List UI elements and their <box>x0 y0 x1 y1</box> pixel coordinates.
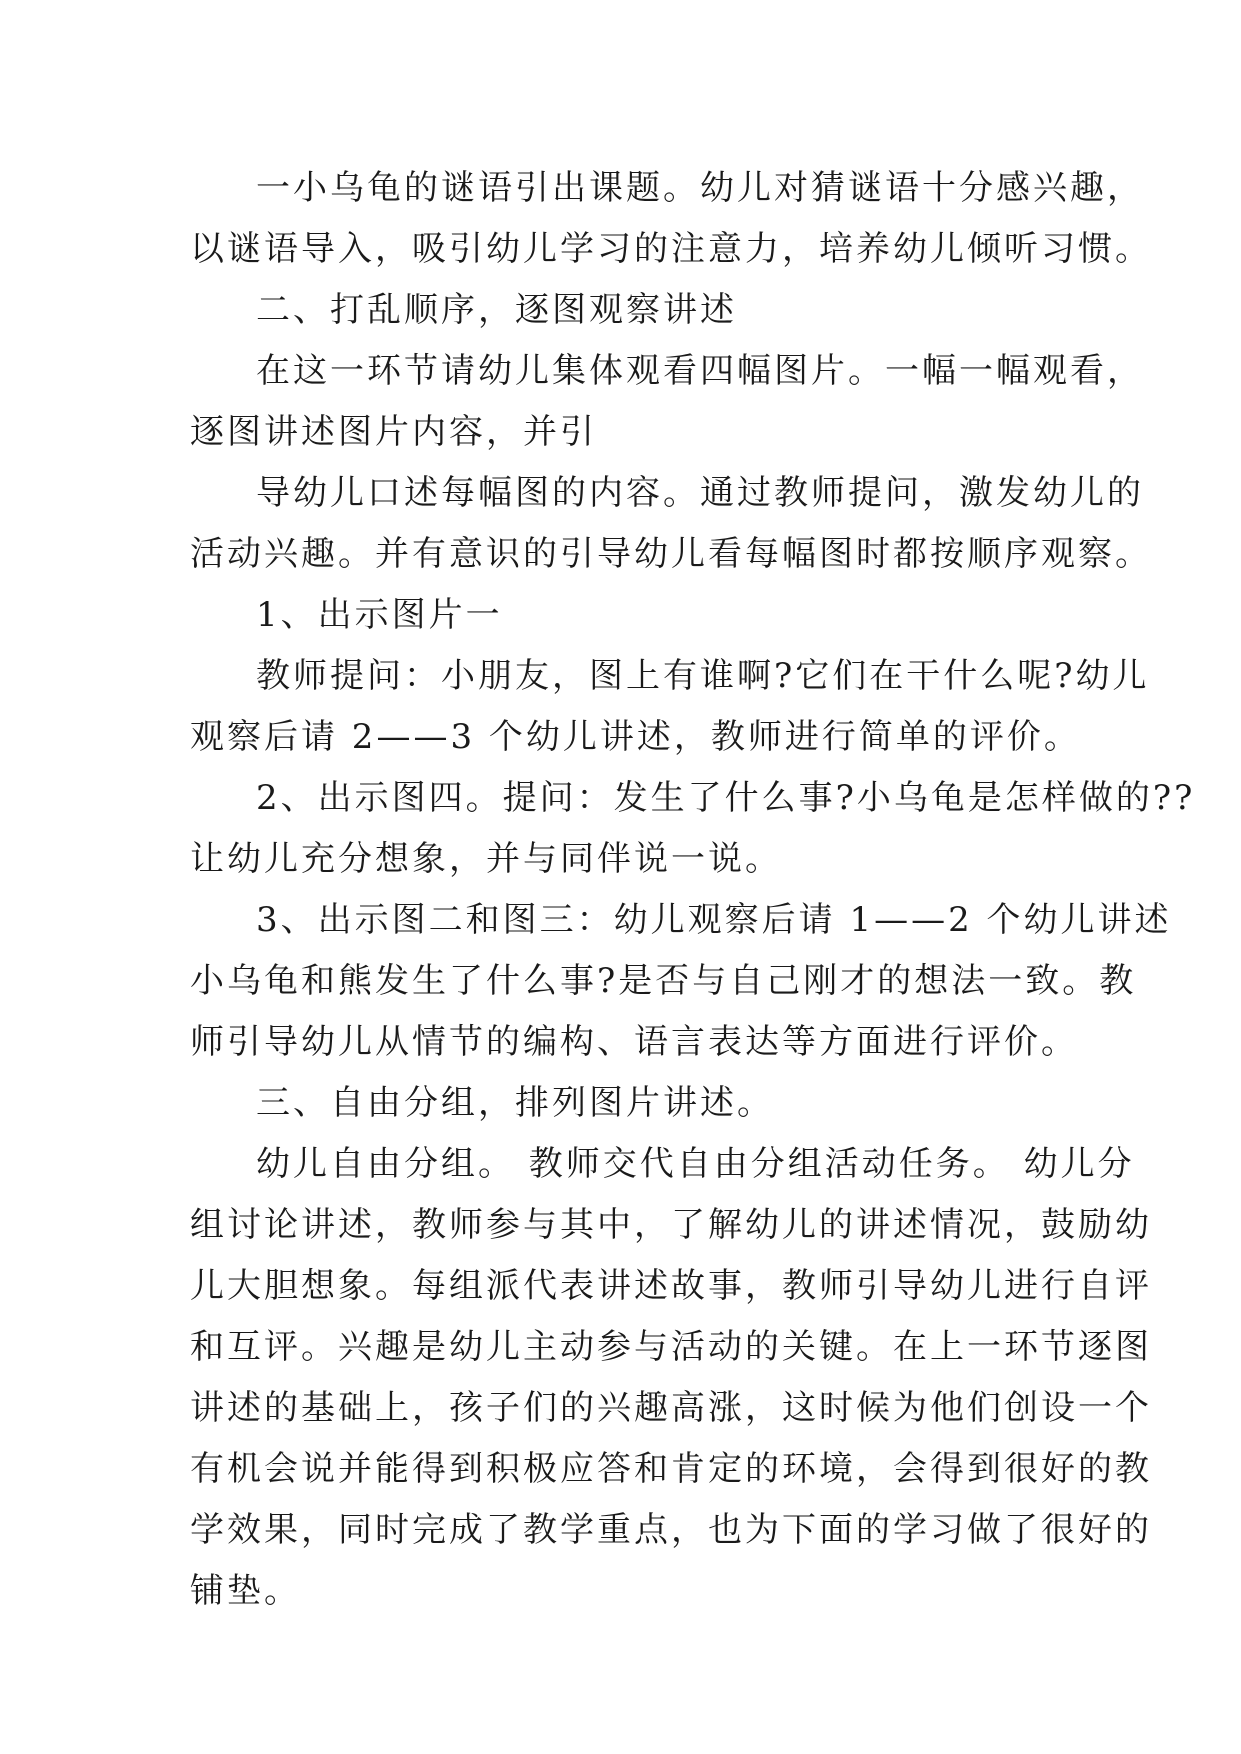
paragraph-line: 以谜语导入，吸引幼儿学习的注意力，培养幼儿倾听习惯。 <box>190 229 1152 269</box>
paragraph-line: 活动兴趣。并有意识的引导幼儿看每幅图时都按顺序观察。 <box>190 534 1152 574</box>
paragraph-line: 师引导幼儿从情节的编构、语言表达等方面进行评价。 <box>190 1022 1078 1062</box>
paragraph-line: 导幼儿口述每幅图的内容。通过教师提问，激发幼儿的 <box>256 473 1144 513</box>
document-body <box>190 158 1196 1622</box>
paragraph-line: 一小乌龟的谜语引出课题。幼儿对猜谜语十分感兴趣， <box>256 168 1144 208</box>
paragraph-line: 铺垫。 <box>190 1571 301 1611</box>
paragraph-line: 小乌龟和熊发生了什么事?是否与自己刚才的想法一致。教 <box>190 961 1137 1001</box>
section-heading: 三、自由分组，排列图片讲述。 <box>256 1083 774 1123</box>
paragraph-line: 3、出示图二和图三：幼儿观察后请 1——2 个幼儿讲述 <box>256 900 1172 940</box>
paragraph-line: 2、出示图四。提问：发生了什么事?小乌龟是怎样做的?? <box>256 778 1196 818</box>
paragraph-line: 和互评。兴趣是幼儿主动参与活动的关键。在上一环节逐图 <box>190 1327 1152 1367</box>
paragraph-line: 在这一环节请幼儿集体观看四幅图片。一幅一幅观看， <box>256 351 1144 391</box>
paragraph-line: 儿大胆想象。每组派代表讲述故事，教师引导幼儿进行自评 <box>190 1266 1152 1306</box>
paragraph-line: 有机会说并能得到积极应答和肯定的环境，会得到很好的教 <box>190 1449 1152 1489</box>
paragraph-line: 学效果，同时完成了教学重点，也为下面的学习做了很好的 <box>190 1510 1152 1550</box>
paragraph-line: 逐图讲述图片内容，并引 <box>190 412 597 452</box>
paragraph-line: 讲述的基础上，孩子们的兴趣高涨，这时候为他们创设一个 <box>190 1388 1152 1428</box>
paragraph-line: 让幼儿充分想象，并与同伴说一说。 <box>190 839 782 879</box>
paragraph-line: 组讨论讲述，教师参与其中，了解幼儿的讲述情况，鼓励幼 <box>190 1205 1152 1245</box>
section-heading: 二、打乱顺序，逐图观察讲述 <box>256 290 737 330</box>
paragraph-line: 幼儿自由分组。 教师交代自由分组活动任务。 幼儿分 <box>256 1144 1135 1184</box>
paragraph-line: 观察后请 2——3 个幼儿讲述，教师进行简单的评价。 <box>190 717 1081 757</box>
paragraph-line: 教师提问：小朋友，图上有谁啊?它们在干什么呢?幼儿 <box>256 656 1150 696</box>
step-heading: 1、出示图片一 <box>256 595 503 635</box>
